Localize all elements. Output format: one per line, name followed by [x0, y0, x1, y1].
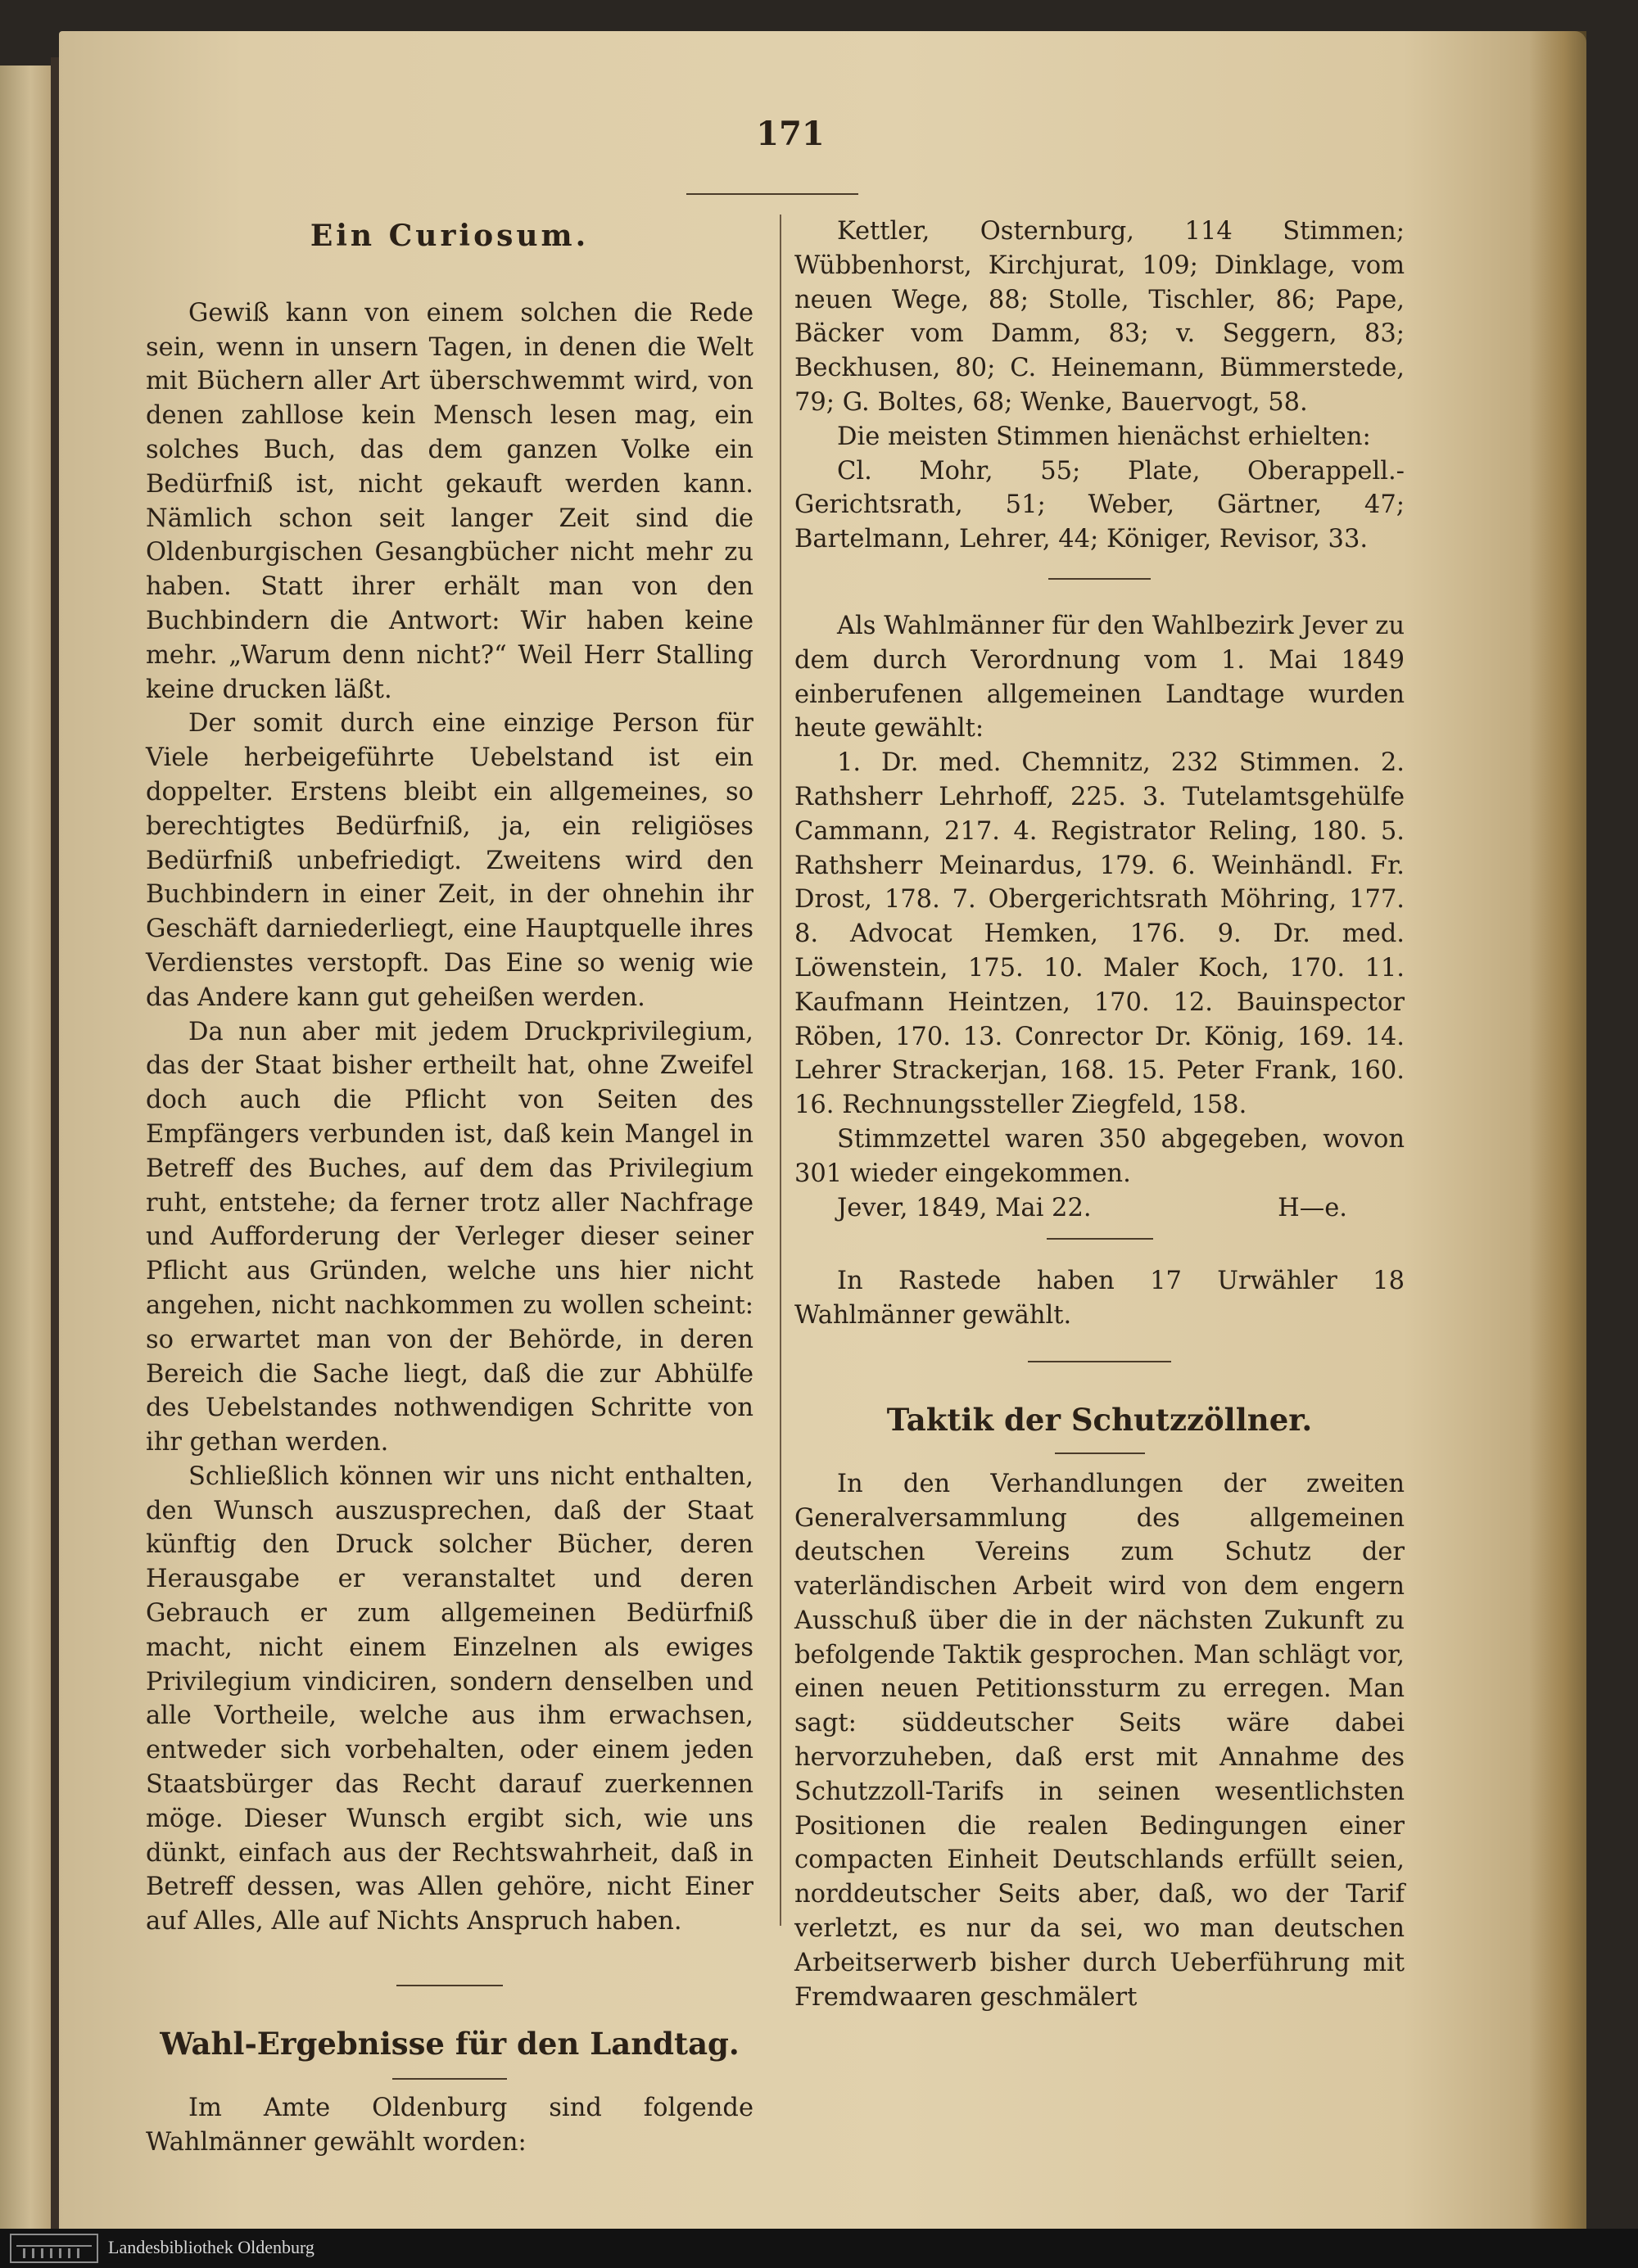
curiosum-paragraph-2: Der somit durch eine einzige Person für Viele herbeigeführte Uebelstand ist ein doppelter. Erstens bleibt ein allgemeines, so berechtigtes Bedürfniß, ja, ein religiöses Bedürfniß unbefriedigt. Zweitens wird den Buchbindern in einer Zeit, in der ohnehin ihr Geschäft darniederliegt, eine Hauptquelle ihres Verdienstes verstopft. Das Eine so wenig wie das Andere kann gut geheißen werden.: [146, 709, 753, 1012]
book-gutter: [51, 57, 59, 2268]
page-number: 171: [756, 115, 825, 153]
curiosum-paragraph-3: Da nun aber mit jedem Druckprivilegium, das der Staat bisher ertheilt hat, ohne Zweifel doch auch die Pflicht von Seiten des Empfängers verbunden ist, daß kein Mangel in Betreff des Buches, auf dem das Privilegium ruht, entstehe; da ferner trotz aller Nachfrage und Aufforderung der Verleger dieser seiner Pflicht aus Gründen, welche uns hier nicht angehen, nicht nachkommen zu wollen scheint: so erwartet man von der Behörde, in deren Bereich die Sache liegt, daß die zur Abhülfe des Uebelstandes nothwendigen Schritte von ihr gethan werden.: [146, 1017, 753, 1457]
right-column: [794, 215, 1405, 2014]
library-building-icon: [10, 2234, 98, 2263]
wahl-title: Wahl-Ergebnisse für den Landtag.: [160, 2026, 740, 2062]
left-column: [146, 215, 753, 2159]
footer-bar: [0, 2229, 1638, 2268]
runner-up-intro: Die meisten Stimmen hienächst erhielten:: [837, 422, 1371, 451]
runner-up-list: Cl. Mohr, 55; Plate, Oberappell.-Gerichtsrath, 51; Weber, Gärtner, 47; Bartelmann, Lehrer, 44; Königer, Revisor, 33.: [794, 456, 1405, 554]
column-divider: [780, 215, 781, 1926]
left-page-edge: [0, 66, 51, 2260]
jever-signature: H—e.: [1278, 1193, 1347, 1222]
curiosum-title: Ein Curiosum.: [310, 219, 590, 253]
library-name[interactable]: Landesbibliothek Oldenburg: [108, 2237, 314, 2257]
curiosum-paragraph-4: Schließlich können wir uns nicht enthalten, den Wunsch auszusprechen, daß der Staat künftig den Druck solcher Bücher, deren Herausgabe er veranstaltet und deren Gebrauch er zum allgemeinen Bedürfniß macht, nicht einem Einzelnen als ewiges Privilegium vindiciren, sondern denselben und alle Vortheile, welche aus ihm erwachsen, entweder sich vorbehalten, oder einem jeden Staatsbürger das Recht darauf zuerkennen möge. Dieser Wunsch ergibt sich, wie uns dünkt, einfach aus der Rechtswahrheit, daß in Betreff dessen, was Allen gehöre, nicht Einer auf Alles, Alle auf Nichts Anspruch haben.: [146, 1462, 753, 1936]
wahl-intro: Im Amte Oldenburg sind folgende Wahlmänner gewählt worden:: [146, 2093, 753, 2157]
taktik-title: Taktik der Schutzzöllner.: [886, 1401, 1313, 1438]
rastede-note: In Rastede haben 17 Urwähler 18 Wahlmänner gewählt.: [794, 1267, 1405, 1331]
jever-place-date: Jever, 1849, Mai 22.: [837, 1193, 1092, 1222]
jever-ballots: Stimmzettel waren 350 abgegeben, wovon 301 wieder eingekommen.: [794, 1124, 1405, 1188]
curiosum-paragraph-1: Gewiß kann von einem solchen die Rede sein, wenn in unsern Tagen, in denen die Welt mit Büchern aller Art überschwemmt wird, von denen zahllose kein Mensch lesen mag, ein solches Buch, das dem ganzen Volke ein Bedürfniß ist, nicht gekauft werden kann. Nämlich schon seit langer Zeit sind die Oldenburgischen Gesangbücher nicht mehr zu haben. Statt ihrer erhält man von den Buchbindern die Antwort: Wir haben keine mehr. „Warum denn nicht?“ Weil Herr Stalling keine drucken läßt.: [146, 298, 753, 704]
oldenburg-results: Kettler, Osternburg, 114 Stimmen; Wübbenhorst, Kirchjurat, 109; Dinklage, vom neuen Wege, 88; Stolle, Tischler, 86; Pape, Bäcker vom Damm, 83; v. Seggern, 83; Beckhusen, 80; C. Heinemann, Bümmerstede, 79; G. Boltes, 68; Wenke, Bauervogt, 58.: [794, 217, 1405, 417]
jever-results: 1. Dr. med. Chemnitz, 232 Stimmen. 2. Rathsherr Lehrhoff, 225. 3. Tutelamtsgehülfe Cammann, 217. 4. Registrator Reling, 180. 5. Rathsherr Meinardus, 179. 6. Weinhändl. Fr. Drost, 178. 7. Obergerichtsrath Möhring, 177. 8. Advocat Hemken, 176. 9. Dr. med. Löwenstein, 175. 10. Maler Koch, 170. 11. Kaufmann Heintzen, 170. 12. Bauinspector Röben, 170. 13. Conrector Dr. König, 169. 14. Lehrer Strackerjan, 168. 15. Peter Frank, 160. 16. Rechnungssteller Ziegfeld, 158.: [794, 748, 1405, 1120]
page-number-rule: [686, 193, 858, 195]
page-edge-shading: [1529, 31, 1586, 2234]
jever-intro: Als Wahlmänner für den Wahlbezirk Jever zu dem durch Verordnung vom 1. Mai 1849 einberufenen allgemeinen Landtage wurden heute gewählt:: [794, 611, 1405, 743]
jever-dateline: [794, 1191, 1405, 1226]
taktik-paragraph: In den Verhandlungen der zweiten Generalversammlung des allgemeinen deutschen Vereins zum Schutz der vaterländischen Arbeit wird von dem engern Ausschuß über die in der nächsten Zukunft zu befolgende Taktik gesprochen. Man schlägt vor, einen neuen Petitionssturm zu erregen. Man sagt: süddeutscher Seits wäre dabei hervorzuheben, daß erst mit Annahme des Schutzzoll-Tarifs in seinen wesentlichsten Positionen die realen Bedingungen einer compacten Einheit Deutschlands erfüllt seien, norddeutscher Seits aber, daß, wo der Tarif verletzt, es nur da sei, wo man deutschen Arbeitserwerb bisher durch Ueberführung mit Fremdwaaren geschmälert: [794, 1469, 1405, 2012]
